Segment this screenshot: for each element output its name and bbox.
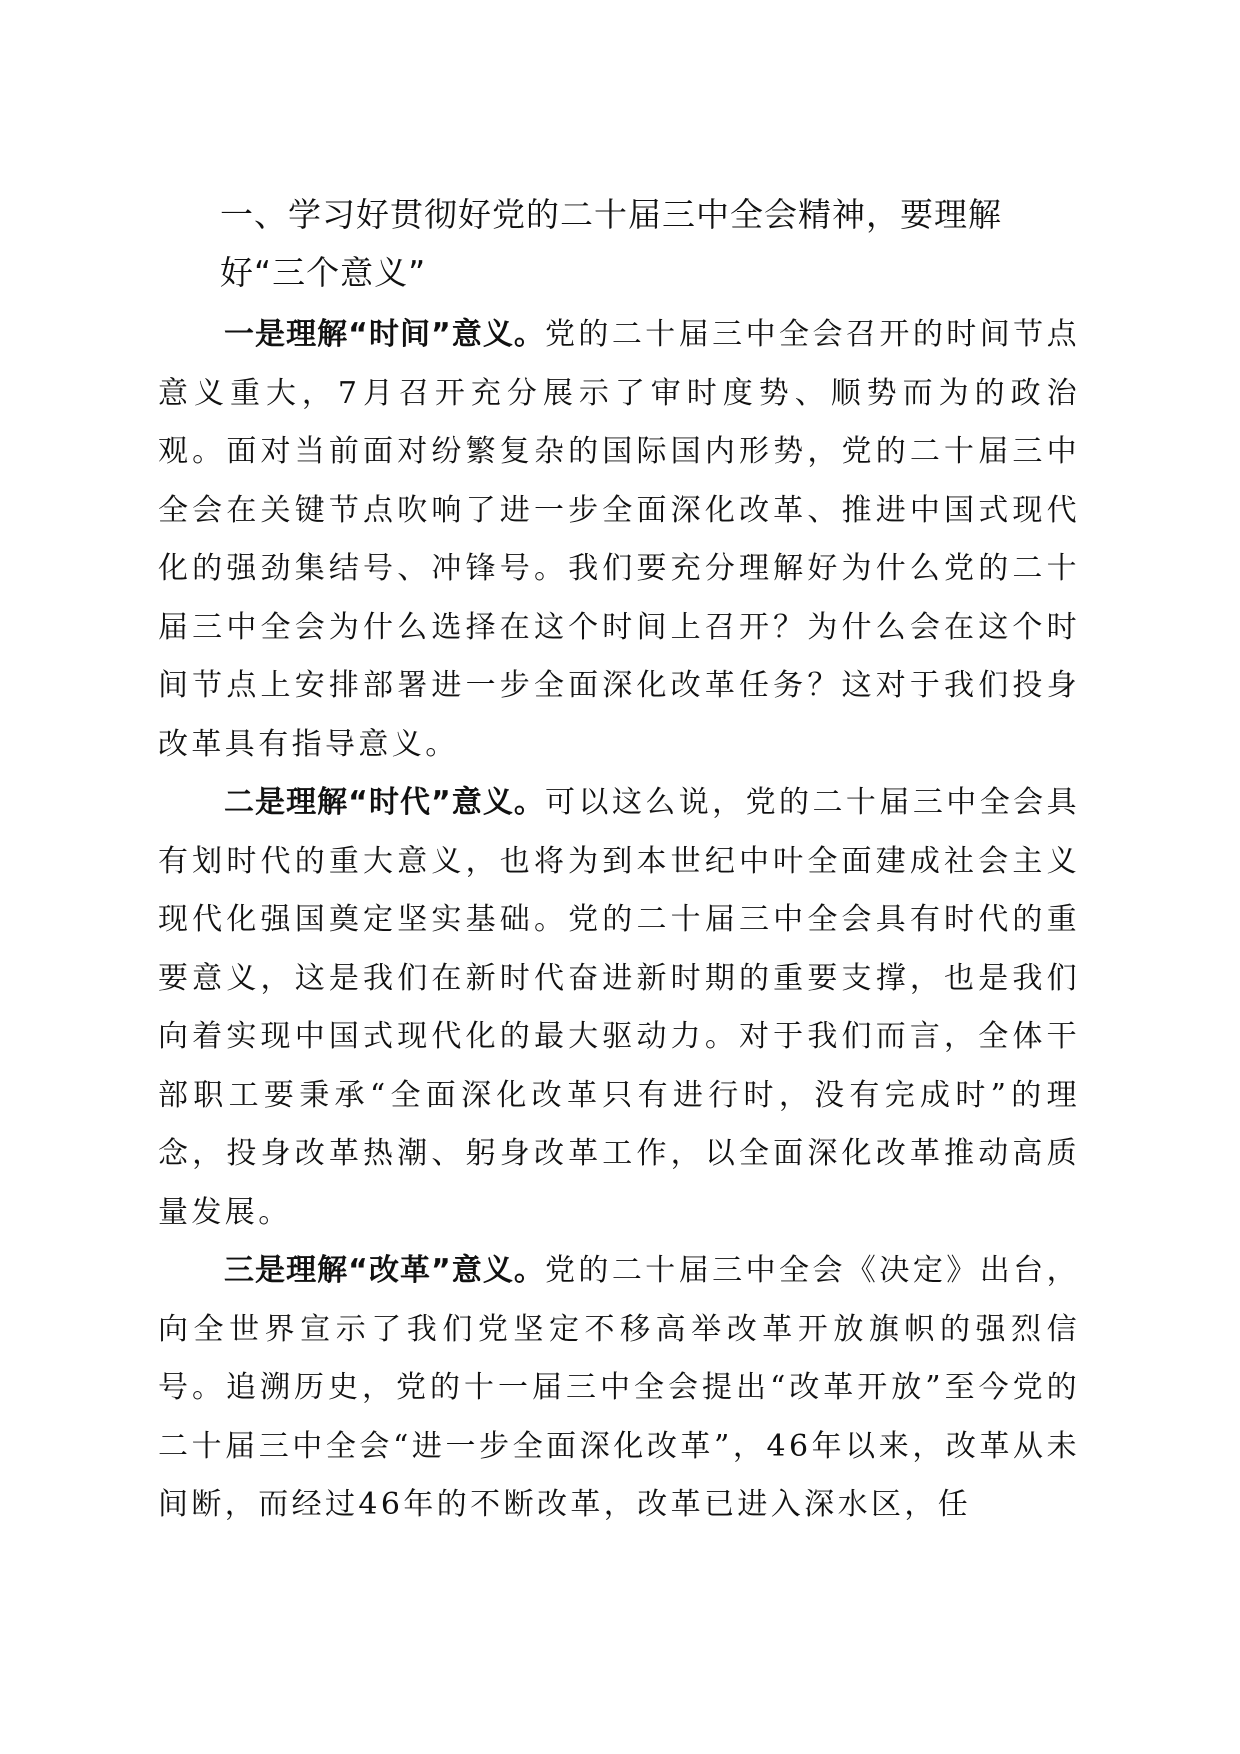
paragraph-lead: 三是理解“改革”意义。 — [224, 1253, 545, 1288]
paragraph-text: 可以这么说，党的二十届三中全会具有划时代的重大意义，也将为到本世纪中叶全面建成社会主义现代化强国奠定坚实基础。党的二十届三中全会具有时代的重要意义，这是我们在新时代奋进新时期的重要支撑，也是我们向着实现中国式现代化的最大驱动力。对于我们而言，全体干部职工要秉承“全面深化改革只有进行时，没有完成时”的理念，投身改革热潮、躬身改革工作，以全面深化改革推动高质量发展。 — [158, 785, 1081, 1230]
paragraph-reform-meaning — [158, 1242, 1080, 1535]
paragraph-time-meaning — [158, 306, 1080, 774]
paragraph-lead: 二是理解“时代”意义。 — [224, 785, 545, 820]
document-body — [158, 186, 1080, 1535]
paragraph-text: 党的二十届三中全会《决定》出台，向全世界宣示了我们党坚定不移高举改革开放旗帜的强烈信号。追溯历史，党的十一届三中全会提出“改革开放”至今党的二十届三中全会“进一步全面深化改革”，46年以来，改革从未间断，而经过46年的不断改革，改革已进入深水区，任 — [158, 1253, 1081, 1522]
paragraph-lead: 一是理解“时间”意义。 — [224, 317, 545, 352]
paragraph-text: 党的二十届三中全会召开的时间节点意义重大，7月召开充分展示了审时度势、顺势而为的政治观。面对当前面对纷繁复杂的国际国内形势，党的二十届三中全会在关键节点吹响了进一步全面深化改革、推进中国式现代化的强劲集结号、冲锋号。我们要充分理解好为什么党的二十届三中全会为什么选择在这个时间上召开？为什么会在这个时间节点上安排部署进一步全面深化改革任务？这对于我们投身改革具有指导意义。 — [158, 317, 1081, 762]
paragraph-era-meaning — [158, 774, 1080, 1242]
section-heading: 一、学习好贯彻好党的二十届三中全会精神，要理解好“三个意义” — [220, 195, 1002, 292]
